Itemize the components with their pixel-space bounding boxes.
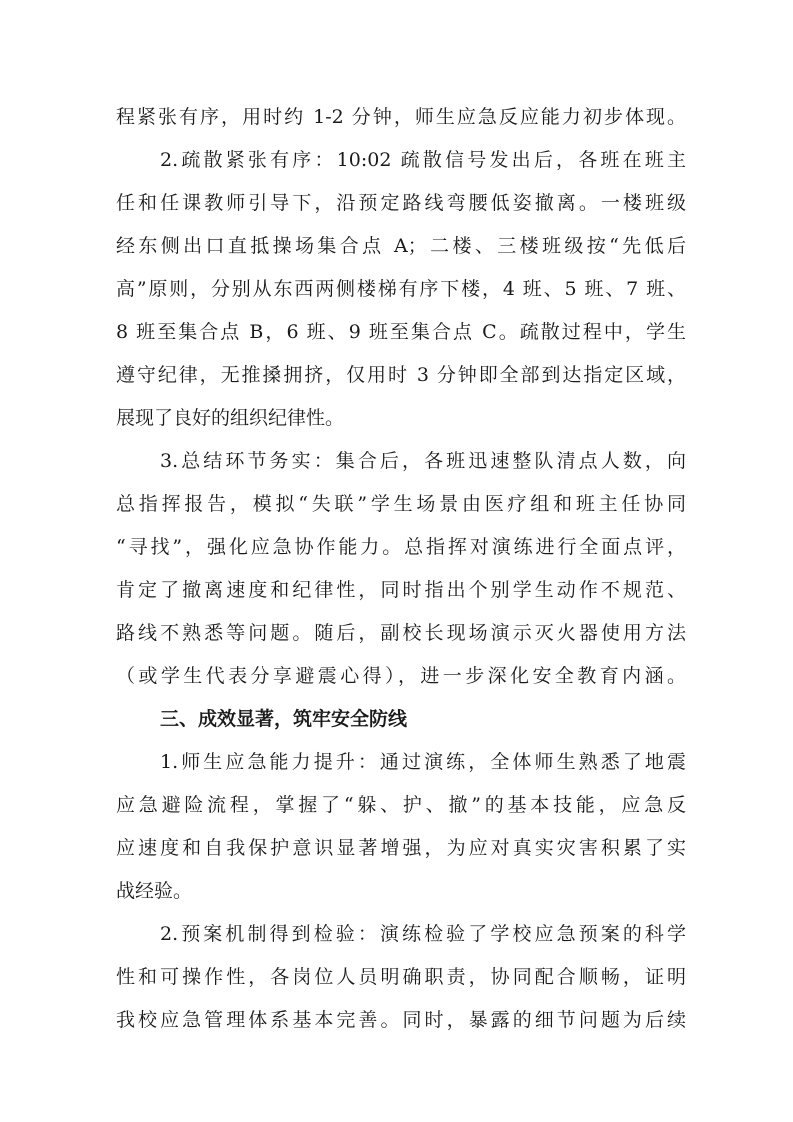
- paragraph-first-line: 1.师生应急能力提升：通过演练，全体师生熟悉了地震: [160, 751, 686, 773]
- body-text-line: 展现了良好的组织纪律性。: [116, 407, 345, 429]
- body-text-line: 8 班至集合点 B，6 班、9 班至集合点 C。疏散过程中，学生: [116, 321, 686, 343]
- body-text-line: 任和任课教师引导下，沿预定路线弯腰低姿撤离。一楼班级: [116, 192, 686, 214]
- body-text-line: 战经验。: [116, 880, 193, 902]
- body-text-line: 肯定了撤离速度和纪律性，同时指出个别学生动作不规范、: [116, 579, 686, 601]
- body-text-line: 我校应急管理体系基本完善。同时，暴露的细节问题为后续: [116, 1009, 686, 1031]
- body-text-line: 高”原则，分别从东西两侧楼梯有序下楼，4 班、5 班、7 班、: [116, 278, 686, 300]
- body-text-line: 应速度和自我保护意识显著增强，为应对真实灾害积累了实: [116, 837, 686, 859]
- body-text-line: 程紧张有序，用时约 1-2 分钟，师生应急反应能力初步体现。: [116, 106, 686, 128]
- body-text-line: 遵守纪律，无推搡拥挤，仅用时 3 分钟即全部到达指定区域，: [116, 364, 686, 386]
- body-text-line: 应急避险流程，掌握了“躲、护、撤”的基本技能，应急反: [116, 794, 686, 816]
- body-text-line: （或学生代表分享避震心得），进一步深化安全教育内涵。: [116, 665, 686, 687]
- body-text-line: 经东侧出口直抵操场集合点 A；二楼、三楼班级按“先低后: [116, 235, 686, 257]
- body-text-line: 性和可操作性，各岗位人员明确职责，协同配合顺畅，证明: [116, 966, 686, 988]
- paragraph-first-line: 2.疏散紧张有序：10:02 疏散信号发出后，各班在班主: [160, 149, 686, 171]
- body-text-line: 路线不熟悉等问题。随后，副校长现场演示灭火器使用方法: [116, 622, 686, 644]
- paragraph-first-line: 3.总结环节务实：集合后，各班迅速整队清点人数，向: [160, 450, 686, 472]
- section-heading: 三、成效显著，筑牢安全防线: [160, 708, 408, 730]
- paragraph-first-line: 2.预案机制得到检验：演练检验了学校应急预案的科学: [160, 923, 686, 945]
- body-text-line: “寻找”，强化应急协作能力。总指挥对演练进行全面点评，: [116, 536, 686, 558]
- body-text-line: 总指挥报告，模拟“失联”学生场景由医疗组和班主任协同: [116, 493, 686, 515]
